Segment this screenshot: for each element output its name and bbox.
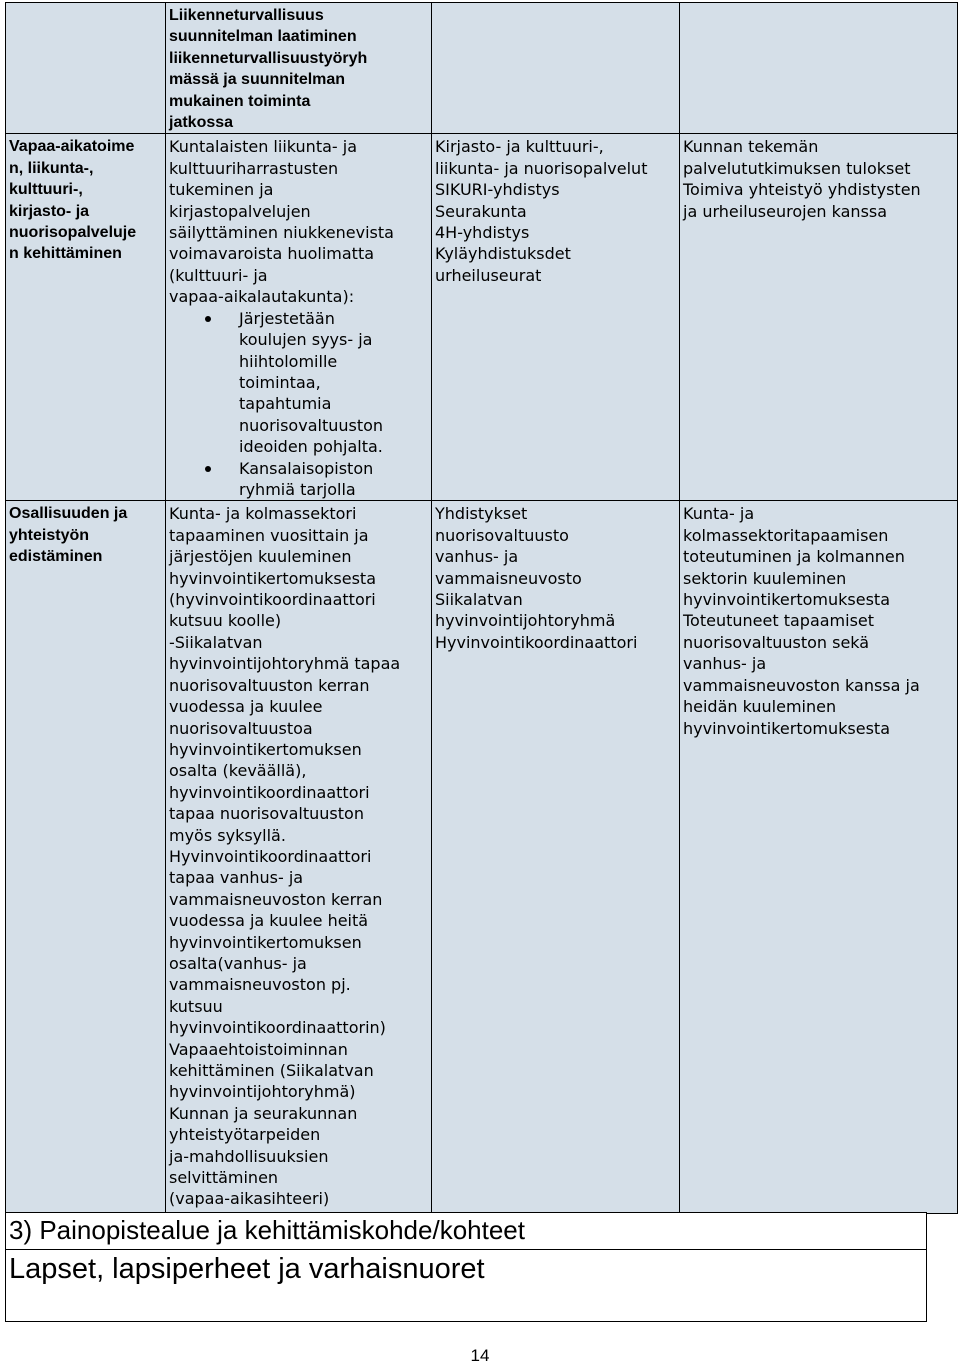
- evaluation-cell: Kunta- ja kolmassektoritapaamisen toteutuminen ja kolmannen sektorin kuuleminen hyvinvointikertomuksesta Toteutuneet tapaamiset nuorisovaltuuston sekä vanhus- ja vammaisneuvoston kanssa ja heidän kuuleminen hyvinvointikertomuksesta: [680, 501, 958, 1214]
- page-number: 14: [470, 1346, 490, 1365]
- responsible-cell: Kirjasto- ja kulttuuri-, liikunta- ja nuorisopalvelut SIKURI-yhdistys Seurakunta 4H-yhdistys Kyläyhdistuksdet urheiluseurat: [432, 134, 680, 501]
- bullet-list: [169, 308, 431, 501]
- focus-area-heading: 3) Painopistealue ja kehittämiskohde/kohteet: [6, 1213, 926, 1250]
- objective-cell: [6, 3, 166, 134]
- table-row: [6, 501, 958, 1214]
- focus-area-target: Lapset, lapsiperheet ja varhaisnuoret: [9, 1253, 485, 1285]
- action-cell: Liikenneturvallisuus suunnitelman laatiminen liikenneturvallisuustyöryh mässä ja suunnitelman mukainen toiminta jatkossa: [166, 3, 432, 134]
- objective-cell: Osallisuuden ja yhteistyön edistäminen: [6, 501, 166, 1214]
- evaluation-cell: Kunnan tekemän palvelututkimuksen tulokset Toimiva yhteistyö yhdistysten ja urheiluseurojen kanssa: [680, 134, 958, 501]
- action-plan-table: [5, 2, 958, 1214]
- action-cell: Kunta- ja kolmassektori tapaaminen vuosittain ja järjestöjen kuuleminen hyvinvointikertomuksesta (hyvinvointikoordinaattori kutsuu koolle) -Siikalatvan hyvinvointijohtoryhmä tapaa nuorisovaltuuston kerran vuodessa ja kuulee nuorisovaltuustoa hyvinvointikertomuksen osalta (keväällä), hyvinvointikoordinaattori tapaa nuorisovaltuuston myös syksyllä. Hyvinvointikoordinaattori tapaa vanhus- ja vammaisneuvoston kerran vuodessa ja kuulee heitä hyvinvointikertomuksen osalta(vanhus- ja vammaisneuvoston pj. kutsuu hyvinvointikoordinaattorin) Vapaaehtoistoiminnan kehittäminen (Siikalatvan hyvinvointijohtoryhmä) Kunnan ja seurakunnan yhteistyötarpeiden ja-mahdollisuuksien selvittäminen (vapaa-aikasihteeri): [166, 501, 432, 1214]
- action-cell: Kuntalaisten liikunta- ja kulttuuriharrastusten tukeminen ja kirjastopalvelujen säilyttäminen niukkenevista voimavaroista huolimatta (kulttuuri- ja vapaa-aikalautakunta): Järjestetään koulujen syys- ja hiihtolomille toimintaa, tapahtumia nuorisovaltuuston ideoiden pohjalta. Kansalaisopiston ryhmiä tarjolla: [166, 134, 432, 501]
- list-item: Kansalaisopiston ryhmiä tarjolla: [239, 458, 431, 501]
- table-row: [6, 3, 958, 134]
- responsible-cell: [432, 3, 680, 134]
- responsible-cell: Yhdistykset nuorisovaltuusto vanhus- ja vammaisneuvosto Siikalatvan hyvinvointijohtoryhmä Hyvinvointikoordinaattori: [432, 501, 680, 1214]
- objective-cell: Vapaa-aikatoime n, liikunta-, kulttuuri-, kirjasto- ja nuorisopalveluje n kehittäminen: [6, 134, 166, 501]
- evaluation-cell: [680, 3, 958, 134]
- list-item: Järjestetään koulujen syys- ja hiihtolomille toimintaa, tapahtumia nuorisovaltuuston ideoiden pohjalta.: [239, 308, 431, 458]
- table-row: [6, 134, 958, 501]
- focus-area-box: [5, 1212, 927, 1322]
